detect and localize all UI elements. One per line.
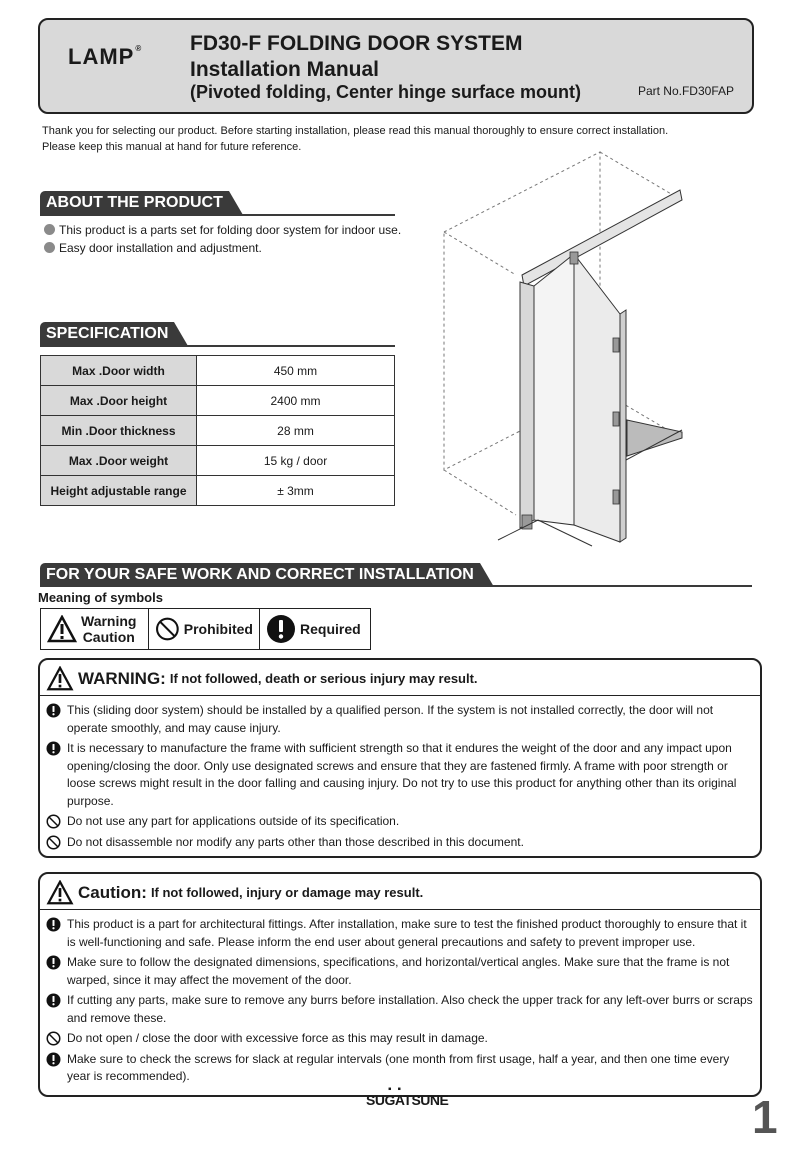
list-item: Do not disassemble nor modify any parts other than those described in this document.: [40, 834, 754, 852]
warning-triangle-icon: [47, 615, 77, 643]
page-number: 1: [752, 1091, 778, 1143]
header-banner: [38, 18, 754, 114]
about-list: [44, 221, 401, 257]
prohibited-icon: [46, 835, 61, 850]
sugatsune-logo: ▪▪ SUGATSUNE: [366, 1084, 449, 1108]
table-row: Height adjustable range ± 3mm: [41, 476, 395, 506]
warning-triangle-icon: [46, 880, 74, 905]
bullet-icon: [44, 224, 55, 235]
list-item: This (sliding door system) should be installed by a qualified person. If the system is not installed correctly, the door will not operate smoothly, and may cause injury.: [40, 702, 754, 737]
symbol-required: Required: [260, 609, 370, 649]
page-title: FD30-F FOLDING DOOR SYSTEM: [190, 32, 523, 55]
required-icon: [46, 917, 61, 932]
required-icon: [46, 703, 61, 718]
prohibited-icon: [155, 614, 180, 644]
symbol-prohibited: Prohibited: [149, 609, 260, 649]
divider: [40, 214, 395, 216]
page-subtitle-type: (Pivoted folding, Center hinge surface mount): [190, 82, 582, 102]
required-icon: [46, 955, 61, 970]
symbols-meaning-label: Meaning of symbols: [38, 590, 163, 605]
warning-box-header: WARNING: If not followed, death or serious injury may result.: [40, 660, 760, 696]
list-item: Do not use any part for applications outside of its specification.: [40, 813, 754, 831]
symbols-legend: [40, 608, 371, 650]
warning-triangle-icon: [46, 666, 74, 691]
caution-box: [38, 872, 762, 1097]
table-row: Max .Door height 2400 mm: [41, 386, 395, 416]
list-item: Do not open / close the door with excessive force as this may result in damage.: [40, 1030, 754, 1048]
list-item: Easy door installation and adjustment.: [44, 239, 401, 257]
symbol-warning: Warning Caution: [41, 609, 149, 649]
required-icon: [46, 1052, 61, 1067]
prohibited-icon: [46, 814, 61, 829]
prohibited-icon: [46, 1031, 61, 1046]
list-item: Make sure to follow the designated dimensions, specifications, and horizontal/vertical angles. Make sure that the frame is not warped, since it may affect the movement of the door.: [40, 954, 754, 989]
list-item: If cutting any parts, make sure to remove any burrs before installation. Also check the upper track for any left-over burrs or scraps and remove these.: [40, 992, 754, 1027]
list-item: This product is a part for architectural fittings. After installation, make sure to test the finished product thoroughly to ensure that it is well-functioning and safe. Please inform the end user about general precautions and safety to prevent improper use.: [40, 916, 754, 951]
safety-heading: FOR YOUR SAFE WORK AND CORRECT INSTALLATION: [40, 563, 480, 587]
intro-text: Thank you for selecting our product. Before starting installation, please read this manual thoroughly to ensure correct installation. Please keep this manual at hand for future reference.: [42, 125, 669, 153]
caution-box-header: Caution: If not followed, injury or damage may result.: [40, 874, 760, 910]
table-row: Max .Door width 450 mm: [41, 356, 395, 386]
lamp-logo: LAMP®: [68, 44, 143, 69]
door-illustration: [430, 150, 700, 550]
part-number: Part No.FD30FAP: [637, 84, 734, 98]
about-heading: ABOUT THE PRODUCT: [40, 191, 229, 215]
required-icon: [46, 741, 61, 756]
spec-heading: SPECIFICATION: [40, 322, 174, 346]
page-subtitle: Installation Manual: [190, 58, 380, 81]
list-item: Make sure to check the screws for slack at regular intervals (one month from first usage, half a year, and then one time every year is recommended).: [40, 1051, 754, 1086]
bullet-icon: [44, 242, 55, 253]
list-item: This product is a parts set for folding door system for indoor use.: [44, 221, 401, 239]
warning-box: [38, 658, 762, 858]
required-icon: [46, 993, 61, 1008]
divider: [40, 345, 395, 347]
spec-table: [40, 355, 395, 506]
required-icon: [266, 614, 296, 644]
divider: [40, 585, 752, 587]
list-item: It is necessary to manufacture the frame with sufficient strength so that it endures the weight of the door and any impact upon opening/closing the door. Only use designated screws and ensure that they are fastened firmly. A frame with poor strength or loose screws might result in the door falling and causing injury. Do not try to use this product for anything other than its original purpose.: [40, 740, 754, 810]
table-row: Max .Door weight 15 kg / door: [41, 446, 395, 476]
table-row: Min .Door thickness 28 mm: [41, 416, 395, 446]
